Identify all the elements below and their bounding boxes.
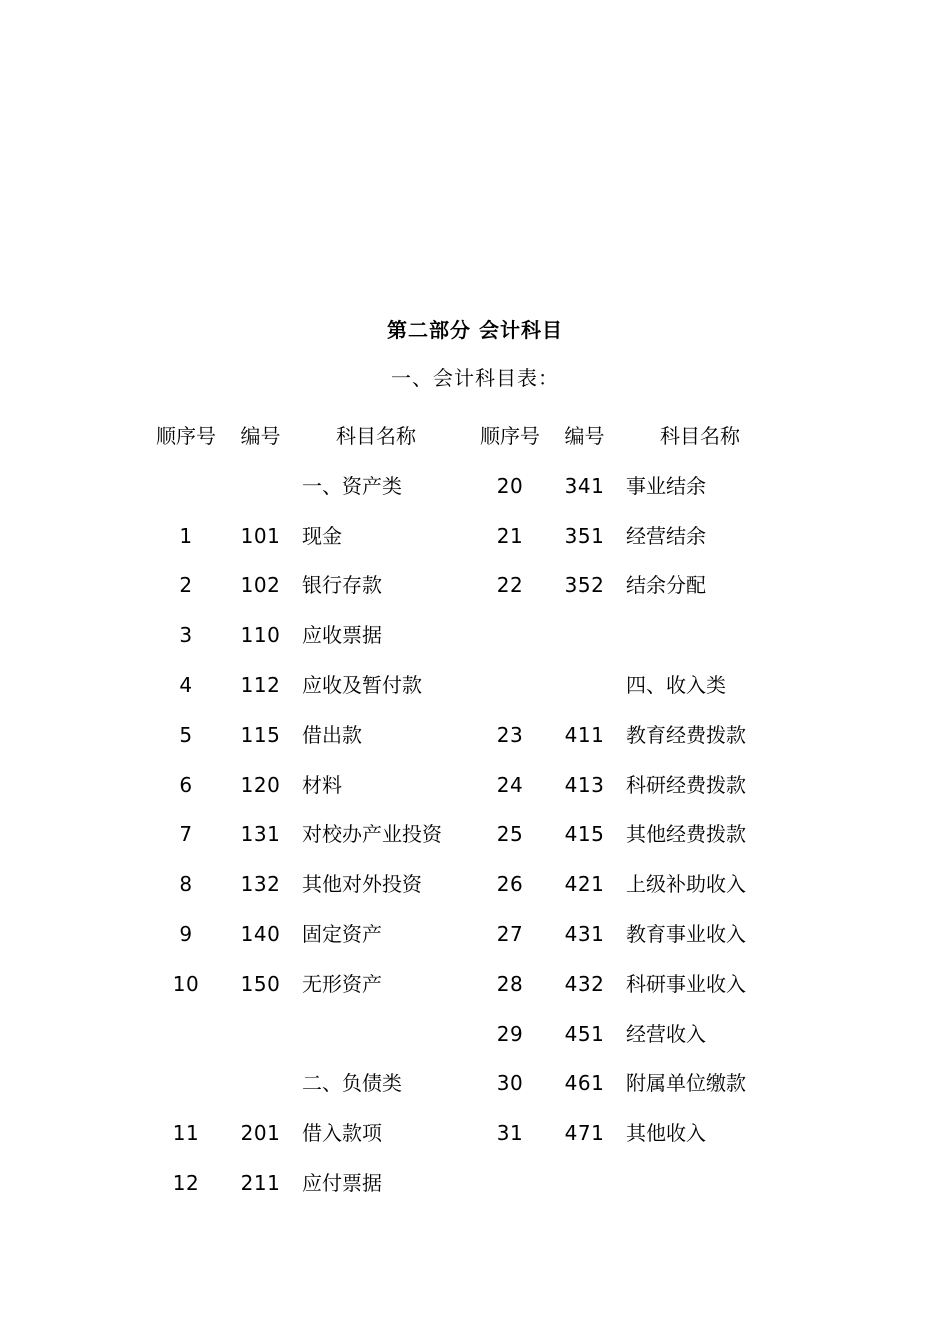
row-name: 借入款项 <box>302 1121 382 1146</box>
row-name: 无形资产 <box>302 971 382 996</box>
row-seq: 7 <box>179 822 193 847</box>
header-name: 科目名称 <box>336 424 416 448</box>
row-seq-2: 29 <box>496 1021 524 1046</box>
row-name-2: 附属单位缴款 <box>626 1071 746 1096</box>
row-seq: 11 <box>172 1121 200 1146</box>
row-seq-2: 24 <box>496 772 524 797</box>
row-name-2: 经营收入 <box>626 1021 706 1046</box>
table-row <box>0 711 950 761</box>
account-table <box>0 412 950 1209</box>
table-row <box>0 960 950 1010</box>
row-name: 应收票据 <box>302 623 382 648</box>
row-code: 150 <box>240 971 281 996</box>
row-code: 101 <box>240 523 281 548</box>
row-seq-2: 27 <box>496 921 524 946</box>
table-row <box>0 910 950 960</box>
table-row <box>0 661 950 711</box>
row-name: 银行存款 <box>302 573 382 598</box>
document-title: 第二部分 会计科目 <box>387 318 563 342</box>
row-seq-2: 26 <box>496 872 524 897</box>
row-name: 二、负债类 <box>302 1071 402 1096</box>
row-code: 115 <box>240 722 281 747</box>
row-seq: 3 <box>179 623 193 648</box>
row-name-2: 科研经费拨款 <box>626 772 746 797</box>
row-code-2: 415 <box>564 822 605 847</box>
header-code-2: 编号 <box>564 424 605 448</box>
row-code: 110 <box>240 623 281 648</box>
table-row <box>0 860 950 910</box>
row-code-2: 413 <box>564 772 605 797</box>
row-code-2: 421 <box>564 872 605 897</box>
row-code: 140 <box>240 921 281 946</box>
header-seq-2: 顺序号 <box>480 424 540 448</box>
table-row <box>0 761 950 811</box>
row-name-2: 四、收入类 <box>626 672 726 697</box>
row-seq-2: 30 <box>496 1071 524 1096</box>
document-subtitle: 一、会计科目表： <box>391 366 559 390</box>
row-name: 一、资产类 <box>302 473 402 498</box>
table-row <box>0 512 950 562</box>
row-name: 其他对外投资 <box>302 872 422 897</box>
row-name: 对校办产业投资 <box>302 822 442 847</box>
row-code-2: 432 <box>564 971 605 996</box>
row-seq: 6 <box>179 772 193 797</box>
row-seq: 1 <box>179 523 193 548</box>
row-seq: 4 <box>179 672 193 697</box>
header-code: 编号 <box>240 424 281 448</box>
table-row <box>0 561 950 611</box>
row-code-2: 471 <box>564 1121 605 1146</box>
row-seq-2: 28 <box>496 971 524 996</box>
row-code-2: 411 <box>564 722 605 747</box>
row-seq-2: 25 <box>496 822 524 847</box>
row-code-2: 451 <box>564 1021 605 1046</box>
table-row <box>0 1159 950 1209</box>
row-code: 201 <box>240 1121 281 1146</box>
row-code-2: 352 <box>564 573 605 598</box>
row-seq: 10 <box>172 971 200 996</box>
row-seq-2: 21 <box>496 523 524 548</box>
row-code-2: 351 <box>564 523 605 548</box>
row-name: 借出款 <box>302 722 362 747</box>
row-name-2: 上级补助收入 <box>626 872 746 897</box>
header-name-2: 科目名称 <box>660 424 740 448</box>
row-code: 131 <box>240 822 281 847</box>
row-code: 112 <box>240 672 281 697</box>
table-row <box>0 1010 950 1060</box>
row-name-2: 经营结余 <box>626 523 706 548</box>
row-seq: 2 <box>179 573 193 598</box>
table-row <box>0 462 950 512</box>
row-code: 120 <box>240 772 281 797</box>
row-name: 固定资产 <box>302 921 382 946</box>
row-name: 应付票据 <box>302 1170 382 1195</box>
row-name-2: 科研事业收入 <box>626 971 746 996</box>
row-name-2: 结余分配 <box>626 573 706 598</box>
row-name-2: 其他经费拨款 <box>626 822 746 847</box>
row-code-2: 461 <box>564 1071 605 1096</box>
row-name-2: 事业结余 <box>626 473 706 498</box>
row-code: 102 <box>240 573 281 598</box>
table-row <box>0 1109 950 1159</box>
row-seq: 8 <box>179 872 193 897</box>
row-code: 132 <box>240 872 281 897</box>
table-header-row <box>0 412 950 462</box>
row-seq: 12 <box>172 1170 200 1195</box>
row-name-2: 教育经费拨款 <box>626 722 746 747</box>
row-name-2: 其他收入 <box>626 1121 706 1146</box>
table-row <box>0 611 950 661</box>
row-code-2: 341 <box>564 473 605 498</box>
row-name: 应收及暂付款 <box>302 672 422 697</box>
row-seq: 9 <box>179 921 193 946</box>
row-seq: 5 <box>179 722 193 747</box>
table-row <box>0 1059 950 1109</box>
table-body <box>0 462 950 1209</box>
header-seq: 顺序号 <box>156 424 216 448</box>
row-seq-2: 22 <box>496 573 524 598</box>
row-code: 211 <box>240 1170 281 1195</box>
row-seq-2: 31 <box>496 1121 524 1146</box>
row-seq-2: 23 <box>496 722 524 747</box>
row-name-2: 教育事业收入 <box>626 921 746 946</box>
row-name: 材料 <box>302 772 342 797</box>
row-name: 现金 <box>302 523 342 548</box>
row-seq-2: 20 <box>496 473 524 498</box>
row-code-2: 431 <box>564 921 605 946</box>
table-row <box>0 810 950 860</box>
